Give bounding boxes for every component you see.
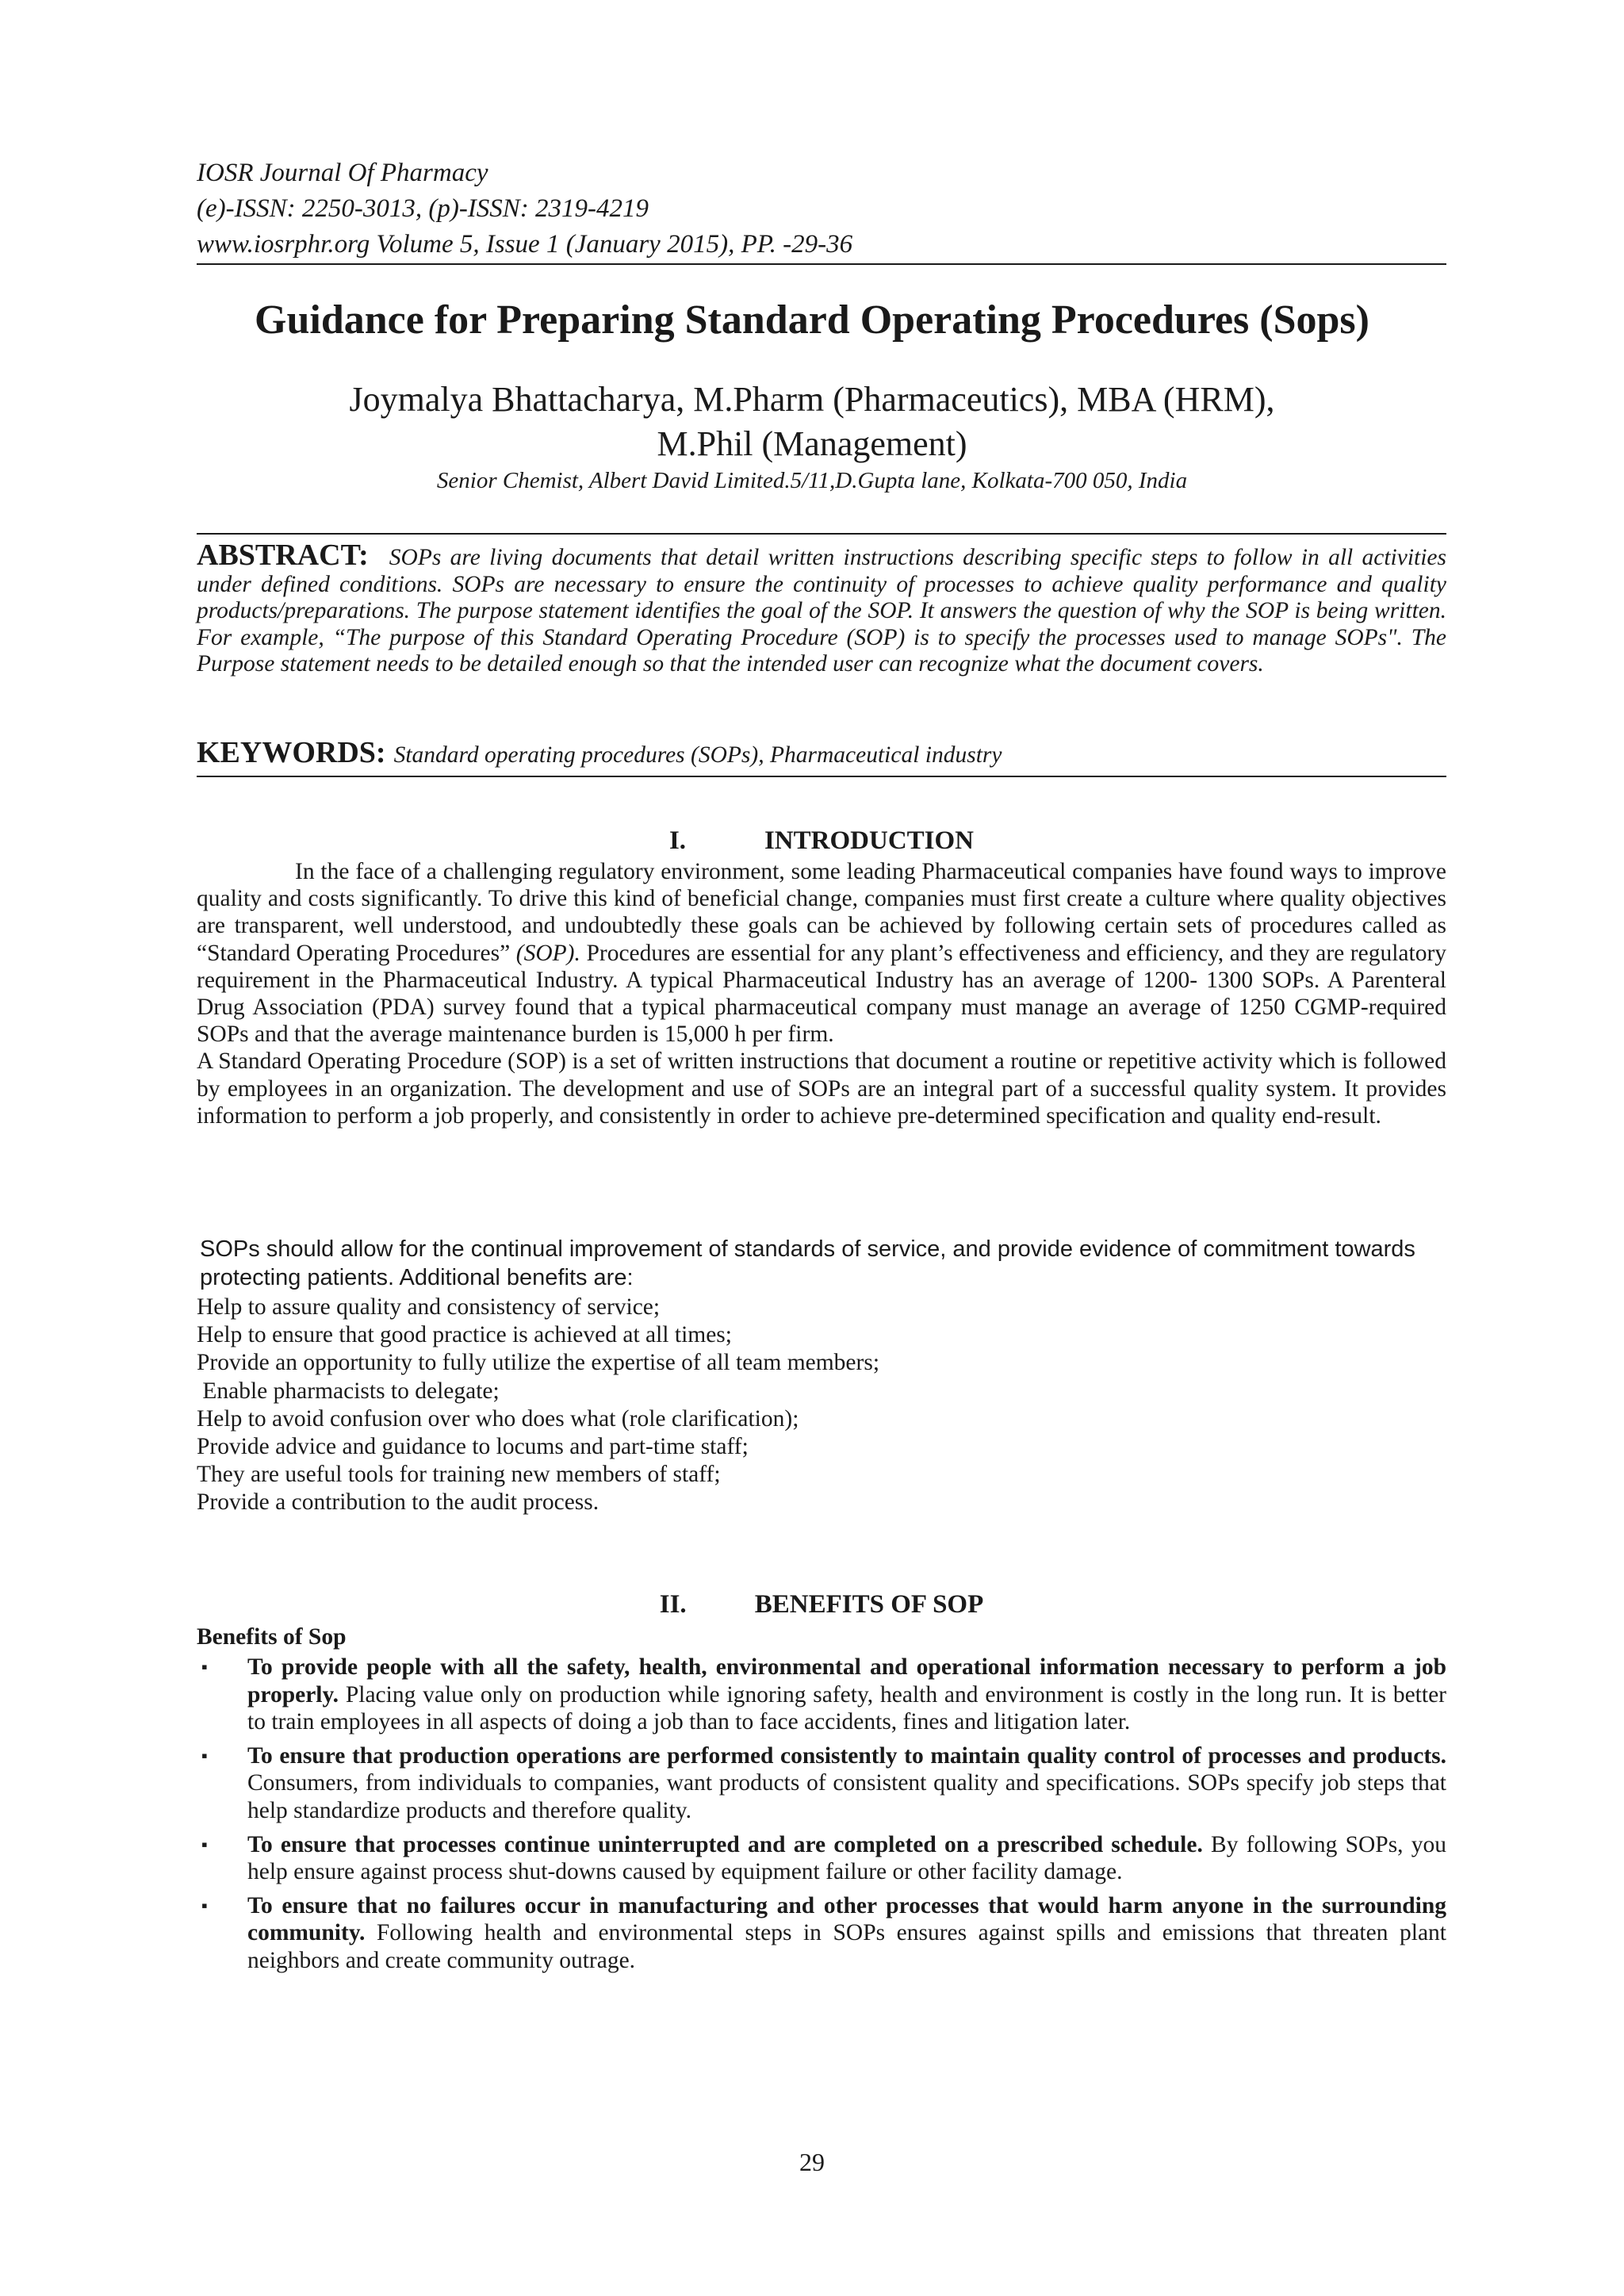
additional-benefits-list bbox=[197, 1294, 1446, 1517]
abstract-top-rule bbox=[197, 533, 1446, 535]
list-item: Provide an opportunity to fully utilize the expertise of all team members; bbox=[197, 1350, 880, 1376]
abstract-text: SOPs are living documents that detail written instructions describing specific steps to follow in all activities under defined conditions. SOPs are necessary to ensure the continuity of processes to achieve quality performance and quality products/preparations. The purpose statement identifies the goal of the SOP. It answers the question of why the SOP is being written. For example, “The purpose of this Standard Operating Procedure (SOP) is to specify the processes used to manage SOPs". The Purpose statement needs to be detailed enough so that the intended user can recognize what the document covers. bbox=[197, 545, 1446, 677]
journal-issn: (e)-ISSN: 2250-3013, (p)-ISSN: 2319-4219 bbox=[197, 194, 649, 223]
abstract bbox=[197, 539, 1446, 678]
keywords bbox=[197, 736, 1446, 769]
section-heading-benefits bbox=[197, 1589, 1446, 1620]
paper-title: Guidance for Preparing Standard Operating Procedures (Sops) bbox=[255, 297, 1369, 343]
section-title: BENEFITS OF SOP bbox=[754, 1590, 984, 1619]
intro-paragraph-3: SOPs should allow for the continual improvement of standards of service, and provide evidence of commitment towards protecting patients. Additional benefits are: bbox=[200, 1236, 1415, 1290]
author-line-2: M.Phil (Management) bbox=[657, 424, 967, 463]
section-title: INTRODUCTION bbox=[764, 826, 975, 855]
list-item: ▪ To ensure that production operations are performed consistently to maintain quality control of processes and products. Consumers, from individuals to companies, want products of consistent quality and specifications. SOPs specify job steps that help standardize products and therefore quality. bbox=[201, 1742, 1446, 1823]
benefits-subheading: Benefits of Sop bbox=[197, 1624, 347, 1650]
bullet-icon: ▪ bbox=[201, 1834, 208, 1854]
abstract-label: ABSTRACT: bbox=[197, 539, 369, 572]
author-block bbox=[159, 378, 1465, 466]
bullet-icon: ▪ bbox=[201, 1745, 208, 1765]
journal-volume: www.iosrphr.org Volume 5, Issue 1 (January 2015), PP. -29-36 bbox=[197, 230, 853, 259]
introduction-text bbox=[197, 858, 1446, 1129]
list-item: Provide advice and guidance to locums and part-time staff; bbox=[197, 1434, 749, 1460]
section-heading-introduction bbox=[197, 825, 1446, 857]
list-item: Help to ensure that good practice is achieved at all times; bbox=[197, 1322, 732, 1348]
benefits-bullet-list bbox=[197, 1654, 1446, 1981]
bullet-icon: ▪ bbox=[201, 1895, 208, 1915]
list-item: Provide a contribution to the audit process. bbox=[197, 1489, 599, 1516]
list-item: ▪ To ensure that processes continue uninterrupted and are completed on a prescribed schedule. By following SOPs, you help ensure against process shut-downs caused by equipment failure or other facility damage. bbox=[201, 1831, 1446, 1885]
intro-paragraph-1: In the face of a challenging regulatory environment, some leading Pharmaceutical companies have found ways to improve quality and costs significantly. To drive this kind of beneficial change, companies must first create a culture where quality objectives are transparent, well understood, and undoubtedly these goals can be achieved by following certain sets of procedures called as “Standard Operating Procedures” (SOP). Procedures are essential for any plant’s effectiveness and efficiency, and they are regulatory requirement in the Pharmaceutical Industry. A typical Pharmaceutical Industry has an average of 1200- 1300 SOPs. A Parenteral Drug Association (PDA) survey found that a typical pharmaceutical company must manage an average of 1250 CGMP-required SOPs and that the average maintenance burden is 15,000 h per firm. bbox=[197, 859, 1447, 1048]
page-number: 29 bbox=[799, 2148, 825, 2176]
author-line-1: Joymalya Bhattacharya, M.Pharm (Pharmaceutics), MBA (HRM), bbox=[349, 380, 1275, 419]
list-item: ▪ To provide people with all the safety, health, environmental and operational information necessary to perform a job properly. Placing value only on production while ignoring safety, health and environment is costly in the long run. It is better to train employees in all aspects of doing a job than to face accidents, fines and litigation later. bbox=[201, 1654, 1446, 1735]
header-rule bbox=[197, 263, 1446, 265]
keywords-label: KEYWORDS: bbox=[197, 736, 386, 769]
list-item: They are useful tools for training new members of staff; bbox=[197, 1462, 721, 1488]
section-number: I. bbox=[668, 826, 687, 855]
section-number: II. bbox=[659, 1590, 687, 1619]
intro-paragraph-2: A Standard Operating Procedure (SOP) is a set of written instructions that document a routine or repetitive activity which is followed by employees in an organization. The development and use of SOPs are an integral part of a successful quality system. It provides information to perform a job properly, and consistently in order to achieve pre-determined specification and quality end-result. bbox=[197, 1048, 1446, 1129]
list-item: Enable pharmacists to delegate; bbox=[197, 1378, 500, 1404]
bullet-icon: ▪ bbox=[201, 1657, 208, 1677]
author-affiliation: Senior Chemist, Albert David Limited.5/11,D.Gupta lane, Kolkata-700 050, India bbox=[436, 468, 1188, 493]
journal-name: IOSR Journal Of Pharmacy bbox=[197, 159, 488, 187]
list-item: Help to assure quality and consistency of service; bbox=[197, 1294, 661, 1320]
list-item: Help to avoid confusion over who does what (role clarification); bbox=[197, 1405, 799, 1432]
keywords-text: Standard operating procedures (SOPs), Pharmaceutical industry bbox=[393, 742, 1002, 768]
abstract-bottom-rule bbox=[197, 776, 1446, 777]
list-item: ▪ To ensure that no failures occur in manufacturing and other processes that would harm anyone in the surrounding community. Following health and environmental steps in SOPs ensures against spills and emissions that threaten plant neighbors and create community outrage. bbox=[201, 1892, 1446, 1973]
journal-header bbox=[197, 155, 1446, 263]
